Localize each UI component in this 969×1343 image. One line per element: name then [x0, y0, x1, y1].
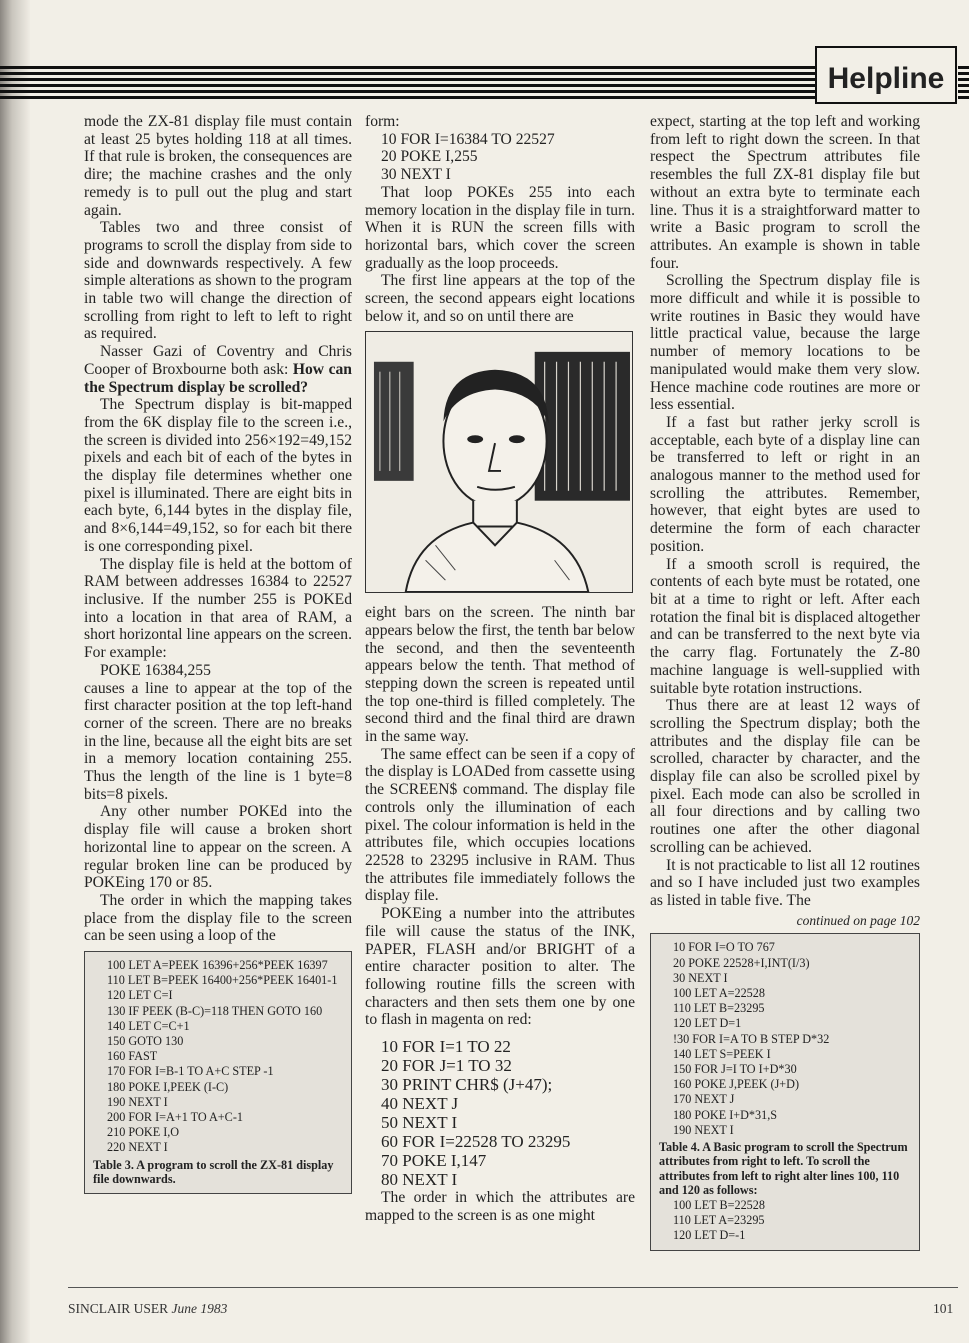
listing-line: 160 FAST — [107, 1049, 158, 1064]
listing-line: 140 LET S=PEEK I — [673, 1046, 771, 1061]
listing-line: 20 POKE 22528+I,INT(I/3) — [673, 955, 810, 970]
listing-line: 150 FOR J=I TO I+D*30 — [673, 1061, 797, 1076]
code-line: 40 NEXT J — [381, 1094, 459, 1114]
code-line: POKE 16384,255 — [100, 661, 211, 679]
question-heading: How can the Spectrum display be scrolled? — [84, 360, 352, 396]
page-spine-shadow — [0, 0, 30, 1343]
header-rule — [0, 66, 815, 102]
listing-line: 100 LET A=22528 — [673, 985, 765, 1000]
listing-line: 180 POKE I+D*31,S — [673, 1107, 778, 1122]
listing-line: 180 POKE I,PEEK (I-C) — [107, 1079, 229, 1094]
paragraph: form: — [365, 113, 400, 130]
table-4-caption: Table 4. A Basic program to scroll the Spectrum attributes from right to left. To scroll the attributes from left to right alter lines 100, 110 and 120 as follows: — [659, 1139, 908, 1198]
code-line: 30 PRINT CHR$ (J+47); — [381, 1075, 553, 1095]
listing-line: 160 POKE J,PEEK (J+D) — [673, 1077, 800, 1092]
listing-line: 130 IF PEEK (B-C)=118 THEN GOTO 160 — [107, 1003, 323, 1018]
header-rule-right — [958, 66, 969, 102]
listing-line: 110 LET B=PEEK 16400+256*PEEK 16401-1 — [107, 973, 338, 988]
listing-line: 10 FOR I=O TO 767 — [673, 940, 775, 955]
listing-line: 120 LET C=I — [107, 988, 173, 1003]
paragraph: mode the ZX-81 display file must contain at least 25 bytes holding 118 at all times. If that rule is broken, the consequences are dire; the machine crashes and the only remedy is to pull out the plug and start again. — [84, 113, 352, 219]
table-3-listing — [84, 951, 352, 1194]
listing-line: 190 NEXT I — [673, 1122, 734, 1137]
paragraph: If a fast but rather jerky scroll is acceptable, each byte of a display line can be transferred to left or right in an analogous manner to the method used for scrolling the attributes. Remember, however, that eight bytes are used to determine the form of each character position. — [650, 413, 920, 555]
column-1 — [84, 113, 352, 1194]
portrait-illustration — [365, 331, 633, 593]
paragraph: If a smooth scroll is required, the contents of each byte must be rotated, one bit at a time to right or left. After each rotation the final bit is displaced altogether and can be transferred to the next byte via the carry flag. Fortunately the Z-80 machine language is well-supplied with suitable byte rotation instructions. — [650, 555, 920, 697]
section-title: Helpline — [815, 46, 957, 104]
paragraph: eight bars on the screen. The ninth bar appears below the first, the tenth bar below the second, and then the seventeenth appears below the tenth. That method of stepping down the screen is repeated until the top one-third is filled completely. The second third and the final third are drawn in the same way. — [365, 604, 635, 746]
listing-line: 120 LET D=1 — [673, 1016, 742, 1031]
paragraph: The first line appears at the top of the screen, the second appears eight locations below it, and so on until there are — [365, 272, 635, 325]
paragraph: Thus there are at least 12 ways of scrolling the Spectrum display; both the attributes and the display file can be scrolled, character by character, and the display file can also be scrolled pixel by pixel. Each mode can also be scrolled in all four directions and by calling two routines one after the other diagonal scrolling can be achieved. — [650, 697, 920, 856]
listing-line: 170 NEXT J — [673, 1092, 735, 1107]
listing-line: 210 POKE I,O — [107, 1125, 180, 1140]
listing-line: 190 NEXT I — [107, 1094, 168, 1109]
listing-line: 170 FOR I=B-1 TO A+C STEP -1 — [107, 1064, 274, 1079]
paragraph: The order in which the mapping takes place from the display file to the screen can be seen using a loop of the — [84, 891, 352, 945]
listing-line: 140 LET C=C+1 — [107, 1018, 190, 1033]
listing-line: 220 NEXT I — [107, 1140, 168, 1155]
code-line: 10 FOR I=1 TO 22 — [381, 1037, 511, 1057]
paragraph: The display file is held at the bottom of RAM between addresses 16384 to 22527 inclusive. If the number 255 is POKEd into a location in that area of RAM, a short horizontal line appears on the screen. For example: — [84, 555, 352, 662]
paragraph: The same effect can be seen if a copy of the display is LOADed from cassette using the SCREEN$ command. The display file controls only the illumination of each pixel. The colour information is held in the attributes file, which occupies locations 22528 to 23295 inclusive in RAM. Thus the attributes file immediately follows the display file. — [365, 745, 635, 905]
listing-line: 200 FOR I=A+1 TO A+C-1 — [107, 1110, 243, 1125]
paragraph: causes a line to appear at the top of the first character position at the top left-hand corner of the screen. There are no breaks in the line, because all the eight bits are set in a memory location containing 255. Thus the length of the line is 1 byte=8 bits=8 pixels. — [84, 679, 352, 803]
code-line: 80 NEXT I — [381, 1170, 458, 1190]
code-line: 20 FOR J=1 TO 32 — [381, 1056, 512, 1076]
paragraph: Scrolling the Spectrum display file is more difficult and while it is possible to write routines in Basic they would have little practical value, because the large number of memory locations to be manipulated would make them very slow. Hence machine code routines are more or less essential. — [650, 272, 920, 414]
page-number: 101 — [933, 1301, 954, 1316]
code-line: 10 FOR I=16384 TO 22527 — [381, 130, 555, 148]
listing-line: !30 FOR I=A TO B STEP D*32 — [673, 1031, 830, 1046]
table-4-listing — [650, 933, 920, 1250]
paragraph — [84, 343, 352, 396]
listing-line: 110 LET B=23295 — [673, 1001, 765, 1016]
listing-line: 100 LET B=22528 — [673, 1197, 765, 1212]
paragraph: expect, starting at the top left and working from left to right down the screen. In that respect the Spectrum attributes file resembles the full ZX-81 display file but without an extra byte to terminate each line. Thus it is a straightforward matter to write a Basic program to scroll the attributes. An example is shown in table four. — [650, 113, 920, 272]
paragraph: Any other number POKEd into the display file will cause a broken short horizontal line to appear on the screen. A regular broken line can be produced by POKEing 170 or 85. — [84, 803, 352, 892]
code-line: 50 NEXT I — [381, 1113, 458, 1133]
continued-note: continued on page 102 — [796, 912, 920, 928]
issue-date: June 1983 — [171, 1301, 228, 1316]
listing-line: 150 GOTO 130 — [107, 1034, 184, 1049]
paragraph: POKEing a number into the attributes file will cause the status of the INK, PAPER, FLASH and/or BRIGHT of a entire character position to alter. The following routine fills the screen with characters and then sets them one by one to flash in magenta on red: — [365, 905, 635, 1029]
column-2 — [365, 113, 635, 1224]
code-line: 20 POKE I,255 — [381, 148, 478, 166]
code-line: 60 FOR I=22528 TO 23295 — [381, 1132, 571, 1152]
magazine-name: SINCLAIR USER — [68, 1301, 169, 1316]
listing-line: 30 NEXT I — [673, 970, 728, 985]
paragraph: The order in which the attributes are mapped to the screen is as one might — [365, 1189, 635, 1224]
code-line: 70 POKE I,147 — [381, 1151, 487, 1171]
question-intro: Nasser Gazi of Coventry and Chris Cooper of Broxbourne both ask: — [84, 343, 352, 378]
paragraph: Tables two and three consist of programs to scroll the display from side to side and downwards respectively. A few simple alterations as shown to the program in table two will change the direction of scrolling from right to left to left to right as required. — [84, 219, 352, 343]
paragraph: It is not practicable to list all 12 routines and so I have included just two examples as listed in table five. The — [650, 856, 920, 909]
listing-line: 110 LET A=23295 — [673, 1213, 765, 1228]
paragraph: The Spectrum display is bit-mapped from the 6K display file to the screen i.e., the screen is divided into 256×192=49,152 pixels and each bit of each of the bytes in the display file determines whether one pixel is illuminated. There are eight bits in each byte, 6,144 bytes in the display file, and 8×6,144=49,152, so for each bit there is one corresponding pixel. — [84, 396, 352, 555]
listing-line: 120 LET D=-1 — [673, 1228, 746, 1243]
table-3-caption: Table 3. A program to scroll the ZX-81 display file downwards. — [93, 1157, 334, 1187]
footer-rule — [68, 1287, 958, 1288]
paragraph: That loop POKEs 255 into each memory location in the display file in turn. When it is RUN the screen fills with horizontal bars, which cover the screen gradually as the loop proceeds. — [365, 183, 635, 272]
listing-line: 100 LET A=PEEK 16396+256*PEEK 16397 — [107, 958, 328, 973]
code-line: 30 NEXT I — [381, 166, 451, 184]
column-3 — [650, 113, 920, 1251]
footer-credit — [68, 1301, 227, 1317]
